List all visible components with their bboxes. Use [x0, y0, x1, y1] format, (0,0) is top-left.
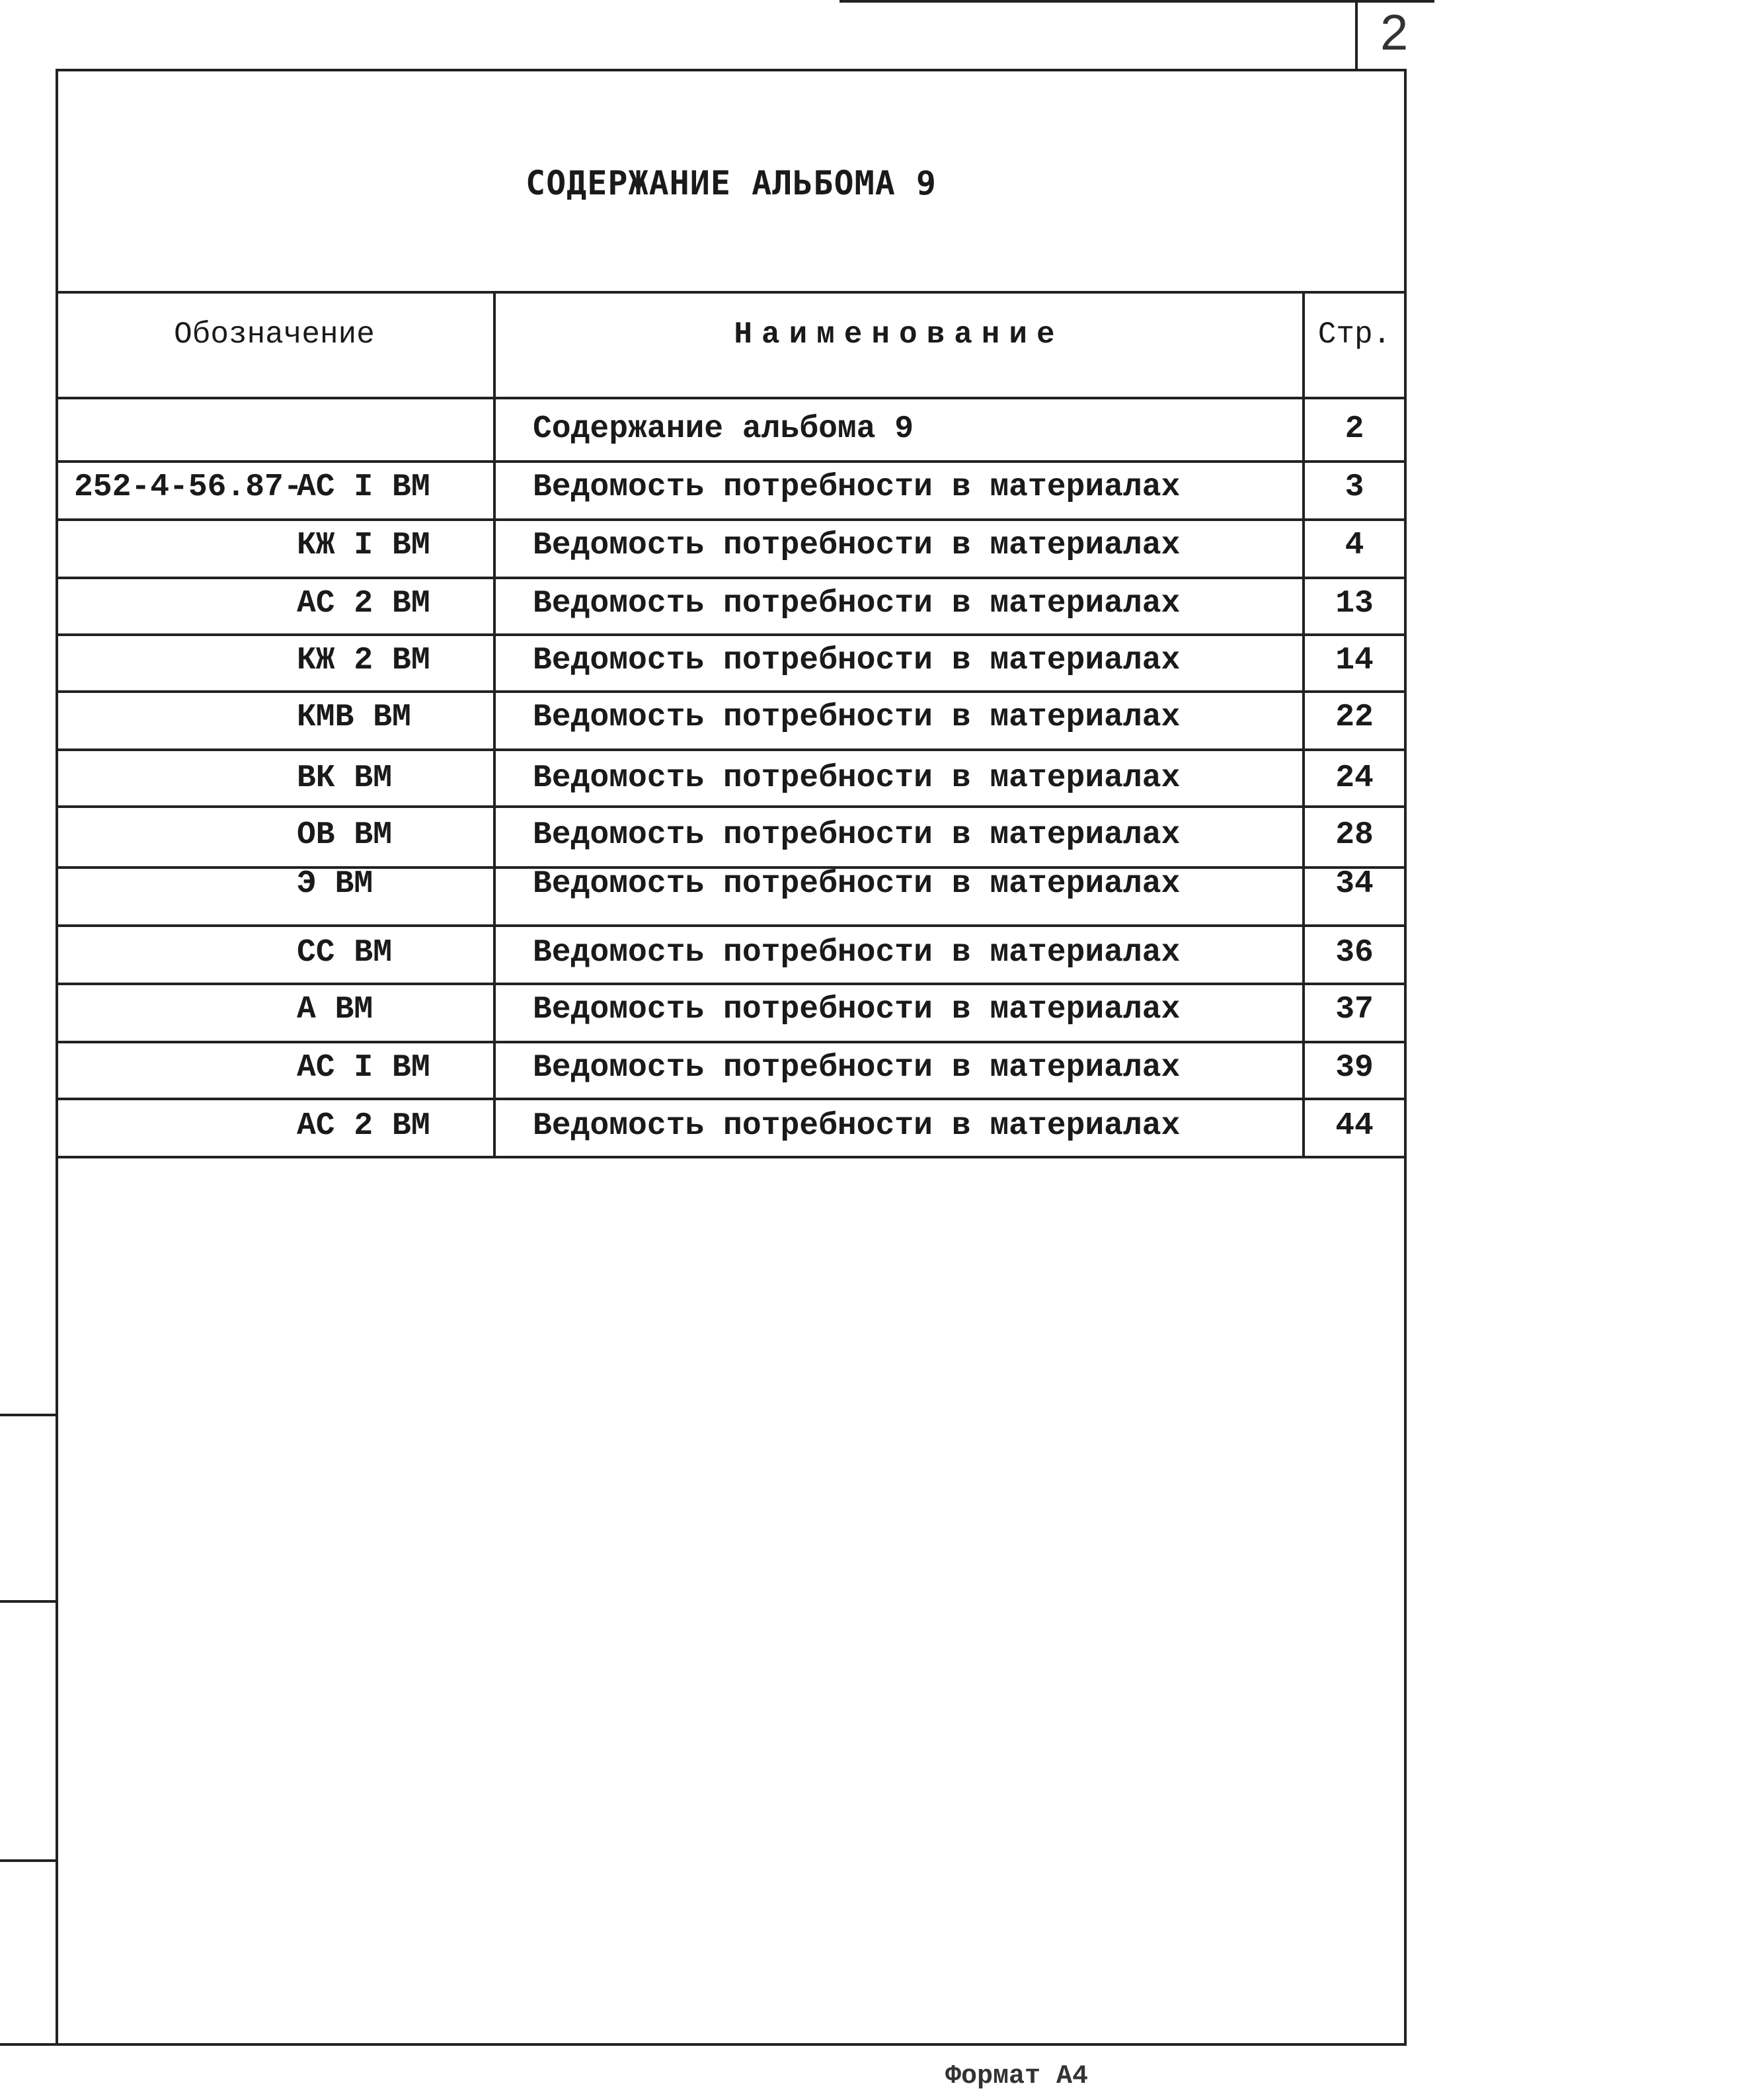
- row-code: АС I ВМ: [297, 469, 430, 505]
- frame-bottom: [0, 2043, 1407, 2046]
- row-code: КМВ ВМ: [297, 700, 411, 735]
- sheet-box-left: [1355, 0, 1358, 69]
- row-name: Ведомость потребности в материалах: [533, 992, 1181, 1028]
- table-row: [56, 636, 1407, 689]
- sheet-number: 2: [1380, 5, 1409, 61]
- row-page: 3: [1345, 469, 1364, 505]
- format-label: Формат А4: [945, 2062, 1089, 2091]
- row-name: Ведомость потребности в материалах: [533, 469, 1181, 505]
- table-row: [56, 985, 1407, 1038]
- row-code: СС ВМ: [297, 935, 393, 971]
- row-rule: [56, 1098, 1407, 1100]
- table-row: [56, 1102, 1407, 1154]
- row-name: Ведомость потребности в материалах: [533, 1108, 1181, 1144]
- row-code: Э ВМ: [297, 866, 373, 902]
- row-code: А ВМ: [297, 992, 373, 1028]
- row-page: 39: [1335, 1050, 1374, 1086]
- table-row: [56, 693, 1407, 746]
- table-row: [56, 1043, 1407, 1096]
- table-top-rule: [56, 291, 1407, 294]
- table-row: [56, 860, 1407, 912]
- table-bottom-rule: [56, 1156, 1407, 1158]
- row-code: КЖ 2 ВМ: [297, 643, 430, 678]
- row-page: 24: [1335, 760, 1374, 796]
- row-code: ВК ВМ: [297, 760, 393, 796]
- frame-top: [56, 69, 1407, 71]
- row-page: 44: [1335, 1108, 1374, 1144]
- binding-mark: [0, 1859, 56, 1862]
- row-name: Ведомость потребности в материалах: [533, 528, 1181, 563]
- row-rule: [56, 748, 1407, 751]
- table-row: [56, 811, 1407, 864]
- row-page: 14: [1335, 643, 1374, 678]
- binding-mark: [0, 1414, 56, 1416]
- row-page: 34: [1335, 866, 1374, 902]
- row-name: Ведомость потребности в материалах: [533, 760, 1181, 796]
- row-page: 13: [1335, 586, 1374, 622]
- row-page: 2: [1345, 411, 1364, 447]
- row-name: Ведомость потребности в материалах: [533, 935, 1181, 971]
- header-name: Наименование: [734, 317, 1064, 352]
- row-name: Содержание альбома 9: [533, 411, 914, 447]
- row-page: 36: [1335, 935, 1374, 971]
- sheet-box-top: [840, 0, 1434, 3]
- row-name: Ведомость потребности в материалах: [533, 866, 1181, 902]
- row-page: 22: [1335, 700, 1374, 735]
- table-row: [56, 405, 1407, 458]
- row-prefix: 252-4-56.87-: [74, 469, 303, 505]
- table-row: [56, 463, 1407, 516]
- document-title: СОДЕРЖАНИЕ АЛЬБОМА 9: [525, 164, 937, 202]
- table-row: [56, 754, 1407, 807]
- row-name: Ведомость потребности в материалах: [533, 817, 1181, 853]
- row-page: 28: [1335, 817, 1374, 853]
- table-row: [56, 521, 1407, 574]
- table-row: [56, 579, 1407, 632]
- header-bottom-rule: [56, 397, 1407, 399]
- table-row: [56, 928, 1407, 981]
- row-rule: [56, 805, 1407, 808]
- row-name: Ведомость потребности в материалах: [533, 1050, 1181, 1086]
- row-code: КЖ I ВМ: [297, 528, 430, 563]
- row-name: Ведомость потребности в материалах: [533, 700, 1181, 735]
- row-page: 4: [1345, 528, 1364, 563]
- binding-mark: [0, 1600, 56, 1603]
- header-page: Стр.: [1317, 317, 1391, 352]
- header-designation: Обозначение: [174, 317, 375, 352]
- row-code: ОВ ВМ: [297, 817, 393, 853]
- row-code: АС 2 ВМ: [297, 586, 430, 622]
- row-rule: [56, 924, 1407, 927]
- row-name: Ведомость потребности в материалах: [533, 643, 1181, 678]
- row-code: АС 2 ВМ: [297, 1108, 430, 1144]
- row-page: 37: [1335, 992, 1374, 1028]
- row-code: АС I ВМ: [297, 1050, 430, 1086]
- row-name: Ведомость потребности в материалах: [533, 586, 1181, 622]
